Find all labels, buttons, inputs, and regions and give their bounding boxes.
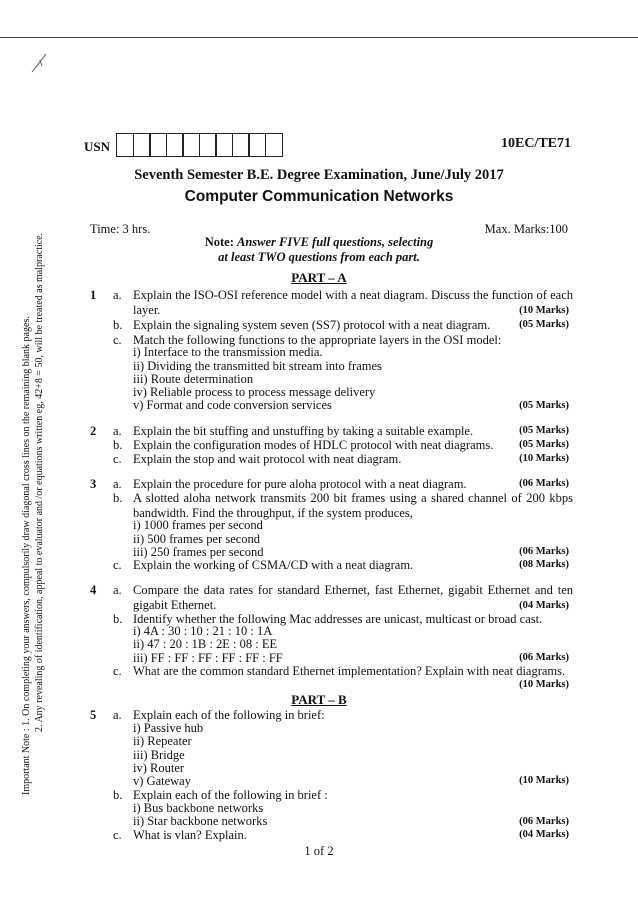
part-a-heading: PART – A: [291, 270, 347, 285]
list-item: iii) FF : FF : FF : FF : FF : FF: [133, 651, 283, 665]
question-text: Explain the procedure for pure aloha protocol with a neat diagram.: [133, 477, 467, 491]
question-text: Identify whether the following Mac addresses are unicast, multicast or broad cast.: [133, 612, 543, 626]
list-item: iv) Reliable process to process message delivery: [133, 385, 376, 399]
course-code: 10EC/TE71: [500, 136, 571, 151]
marks: (06 Marks): [519, 816, 569, 827]
sub-label: c.: [113, 452, 122, 466]
list-item: i) 4A : 30 : 10 : 21 : 10 : 1A: [133, 624, 273, 638]
marks: (04 Marks): [519, 600, 569, 611]
marks: (05 Marks): [519, 439, 569, 450]
top-border-line: [0, 37, 638, 38]
marks: (05 Marks): [519, 319, 569, 330]
part-b-heading: PART – B: [291, 692, 347, 707]
subject-title: Computer Communication Networks: [184, 188, 454, 205]
usn-box: [199, 133, 217, 157]
usn-box: [248, 133, 266, 157]
question-text: Explain the ISO-OSI reference model with a neat diagram. Discuss the function of each layer.: [133, 288, 573, 317]
question-text: Explain the stop and wait protocol with neat diagram.: [133, 452, 402, 466]
marks: (10 Marks): [519, 453, 569, 464]
marks: (06 Marks): [519, 652, 569, 663]
question-text: Explain the configuration modes of HDLC protocol with neat diagrams.: [133, 438, 494, 452]
sub-label: a.: [113, 288, 122, 302]
question-text: Explain the bit stuffing and unstuffing by taking a suitable example.: [133, 424, 474, 438]
sub-label: b.: [113, 318, 123, 332]
usn-box: [232, 133, 250, 157]
question-number: 4: [90, 583, 97, 597]
sub-label: b.: [113, 491, 123, 505]
usn-box: [166, 133, 184, 157]
sub-label: a.: [113, 424, 122, 438]
sub-label: c.: [113, 664, 122, 678]
sub-label: a.: [113, 708, 122, 722]
side-important-note: [20, 232, 46, 795]
usn-box: [182, 133, 200, 157]
list-item: v) Format and code conversion services: [133, 398, 332, 412]
scribble-mark-icon: [30, 52, 52, 74]
list-item: iii) 250 frames per second: [133, 545, 264, 559]
note-label: Note:: [204, 235, 234, 249]
question-text: Explain the working of CSMA/CD with a neat diagram.: [133, 558, 414, 572]
question-text: Match the following functions to the appropriate layers in the OSI model:: [133, 333, 502, 347]
list-item: v) Gateway: [133, 774, 191, 788]
marks: (10 Marks): [519, 305, 569, 316]
page-number: 1 of 2: [304, 844, 334, 858]
list-item: ii) Dividing the transmitted bit stream into frames: [133, 359, 382, 373]
marks: (05 Marks): [519, 425, 569, 436]
note-line-2: at least TWO questions from each part.: [218, 250, 420, 264]
list-item: ii) 500 frames per second: [133, 532, 261, 546]
sub-label: c.: [113, 828, 122, 842]
list-item: ii) Repeater: [133, 734, 192, 748]
question-number: 1: [90, 288, 97, 302]
marks: (04 Marks): [519, 829, 569, 840]
question-text: Explain each of the following in brief:: [133, 708, 325, 722]
question-number: 5: [90, 708, 97, 722]
list-item: i) Interface to the transmission media.: [133, 345, 323, 359]
question-text: Explain the signaling system seven (SS7) protocol with a neat diagram.: [133, 318, 491, 332]
usn-box: [265, 133, 283, 157]
sub-label: a.: [113, 583, 122, 597]
list-item: iv) Router: [133, 761, 185, 775]
usn-box: [215, 133, 233, 157]
question-text: What are the common standard Ethernet implementation? Explain with neat diagrams.: [133, 664, 566, 678]
usn-box: [149, 133, 167, 157]
marks: (08 Marks): [519, 559, 569, 570]
marks: (05 Marks): [519, 400, 569, 411]
sub-label: b.: [113, 438, 123, 452]
sub-label: b.: [113, 788, 123, 802]
sub-label: c.: [113, 558, 122, 572]
marks: (06 Marks): [519, 546, 569, 557]
list-item: ii) 47 : 20 : 1B : 2E : 08 : EE: [133, 637, 278, 651]
side-note-line-2: 2. Any revealing of identification, appeal to evaluator and /or equations written eg, 42+8 = 50, will be treated as malpractice.: [34, 232, 45, 732]
question-number: 3: [90, 477, 97, 491]
list-item: ii) Star backbone networks: [133, 814, 268, 828]
usn-box: [133, 133, 151, 157]
sub-label: b.: [113, 612, 123, 626]
list-item: iii) Bridge: [133, 748, 185, 762]
marks: (10 Marks): [519, 679, 569, 690]
sub-label: a.: [113, 477, 122, 491]
marks: (06 Marks): [519, 478, 569, 489]
question-text: Explain each of the following in brief :: [133, 788, 328, 802]
question-text: Compare the data rates for standard Ethernet, fast Ethernet, gigabit Ethernet and ten gigabit Ethernet.: [133, 583, 573, 612]
list-item: i) Bus backbone networks: [133, 801, 264, 815]
exam-title: Seventh Semester B.E. Degree Examination, June/July 2017: [134, 167, 504, 183]
list-item: i) 1000 frames per second: [133, 518, 263, 532]
list-item: iii) Route determination: [133, 372, 254, 386]
usn-box: [116, 133, 134, 157]
usn-boxes: [116, 133, 281, 157]
side-note-line-1: Important Note : 1. On completing your answers, compulsorily draw diagonal cross lines on the remaining blank pages.: [21, 316, 32, 795]
usn-label: USN: [84, 139, 111, 154]
max-marks: Max. Marks:100: [484, 222, 568, 236]
list-item: i) Passive hub: [133, 721, 204, 735]
instruction-note: [0, 235, 638, 250]
exam-duration: Time: 3 hrs.: [90, 222, 151, 236]
question-text: What is vlan? Explain.: [133, 828, 247, 842]
sub-label: c.: [113, 333, 122, 347]
question-number: 2: [90, 424, 97, 438]
question-text: A slotted aloha network transmits 200 bit frames using a shared channel of 200 kbps bandwidth. Find the throughput, if the system produces,: [133, 491, 573, 520]
marks: (10 Marks): [519, 775, 569, 786]
note-line-1: Answer FIVE full questions, selecting: [237, 235, 434, 249]
